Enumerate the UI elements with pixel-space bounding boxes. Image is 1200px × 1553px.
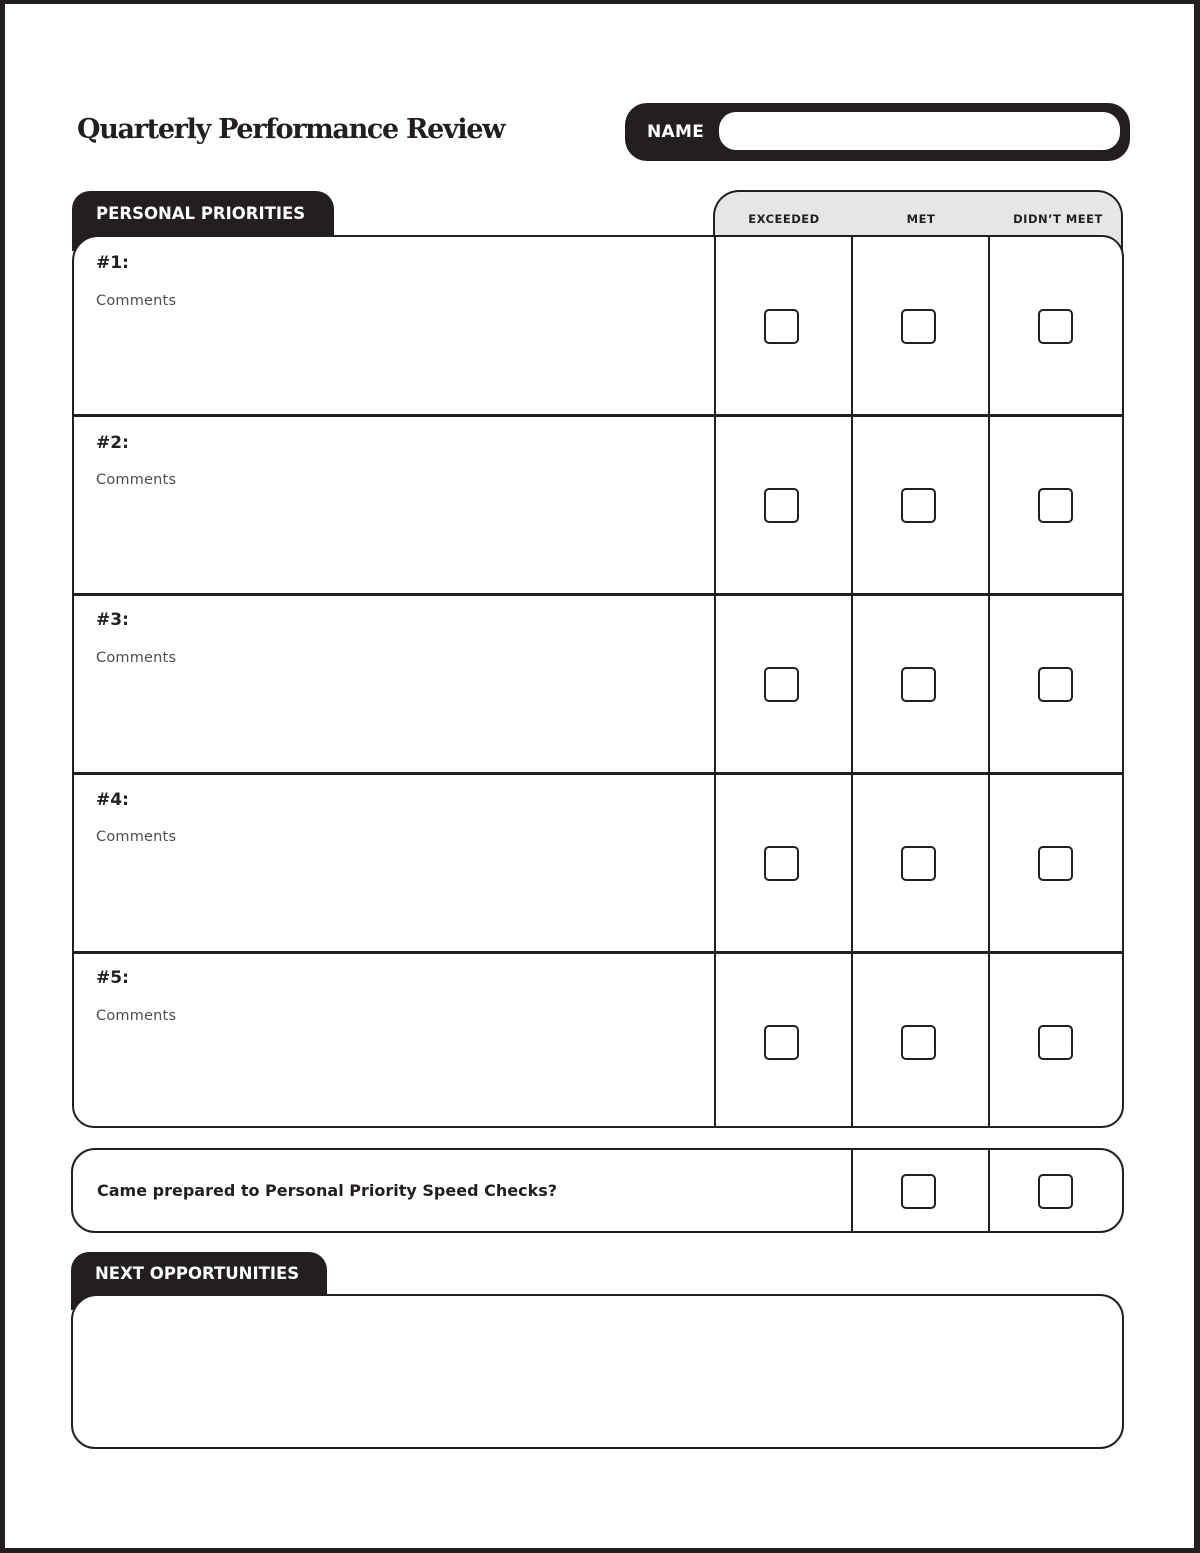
- priority-number: #1:: [96, 253, 129, 273]
- next-opportunities-input[interactable]: [93, 1312, 1102, 1431]
- checkbox-exceeded[interactable]: [764, 1025, 799, 1060]
- priority-comments-label[interactable]: Comments: [96, 472, 177, 488]
- checkbox-didnt-meet[interactable]: [1038, 1025, 1073, 1060]
- priority-number: #2:: [96, 433, 129, 453]
- name-field-container: [625, 103, 1130, 161]
- priority-row-5: [74, 954, 1122, 1126]
- name-label: NAME: [647, 122, 705, 142]
- checkbox-met[interactable]: [901, 846, 936, 881]
- prepared-checkbox-met[interactable]: [901, 1174, 936, 1209]
- checkbox-didnt-meet[interactable]: [1038, 667, 1073, 702]
- priority-number: #5:: [96, 968, 129, 988]
- checkbox-met[interactable]: [901, 667, 936, 702]
- priority-row-3: [74, 596, 1122, 772]
- priority-comments-label[interactable]: Comments: [96, 650, 177, 666]
- personal-priorities-tab: PERSONAL PRIORITIES: [72, 191, 334, 251]
- priority-row-2: [74, 417, 1122, 593]
- priorities-table: [72, 235, 1124, 1128]
- next-opportunities-box: [71, 1294, 1124, 1449]
- review-form-page: [5, 4, 1194, 1548]
- column-header-met: MET: [906, 212, 936, 226]
- checkbox-exceeded[interactable]: [764, 309, 799, 344]
- priority-number: #4:: [96, 790, 129, 810]
- priority-number: #3:: [96, 610, 129, 630]
- page-title: Quarterly Performance Review: [77, 114, 505, 145]
- priority-comments-label[interactable]: Comments: [96, 293, 177, 309]
- priority-comments-label[interactable]: Comments: [96, 1008, 177, 1024]
- priority-row-1: [74, 237, 1122, 414]
- checkbox-met[interactable]: [901, 1025, 936, 1060]
- column-header-didnt-meet: DIDN’T MEET: [1013, 212, 1103, 226]
- column-header-exceeded: EXCEEDED: [748, 212, 820, 226]
- priority-row-4: [74, 775, 1122, 951]
- name-input[interactable]: [719, 112, 1120, 150]
- checkbox-met[interactable]: [901, 488, 936, 523]
- priority-comments-label[interactable]: Comments: [96, 829, 177, 845]
- checkbox-exceeded[interactable]: [764, 667, 799, 702]
- checkbox-exceeded[interactable]: [764, 846, 799, 881]
- column-divider: [851, 1150, 853, 1231]
- checkbox-didnt-meet[interactable]: [1038, 488, 1073, 523]
- checkbox-exceeded[interactable]: [764, 488, 799, 523]
- checkbox-met[interactable]: [901, 309, 936, 344]
- prepared-speed-checks-row: [71, 1148, 1124, 1233]
- column-divider: [988, 1150, 990, 1231]
- checkbox-didnt-meet[interactable]: [1038, 846, 1073, 881]
- checkbox-didnt-meet[interactable]: [1038, 309, 1073, 344]
- prepared-checkbox-didnt-meet[interactable]: [1038, 1174, 1073, 1209]
- prepared-question: Came prepared to Personal Priority Speed Checks?: [97, 1181, 558, 1200]
- next-opportunities-tab: NEXT OPPORTUNITIES: [71, 1252, 327, 1310]
